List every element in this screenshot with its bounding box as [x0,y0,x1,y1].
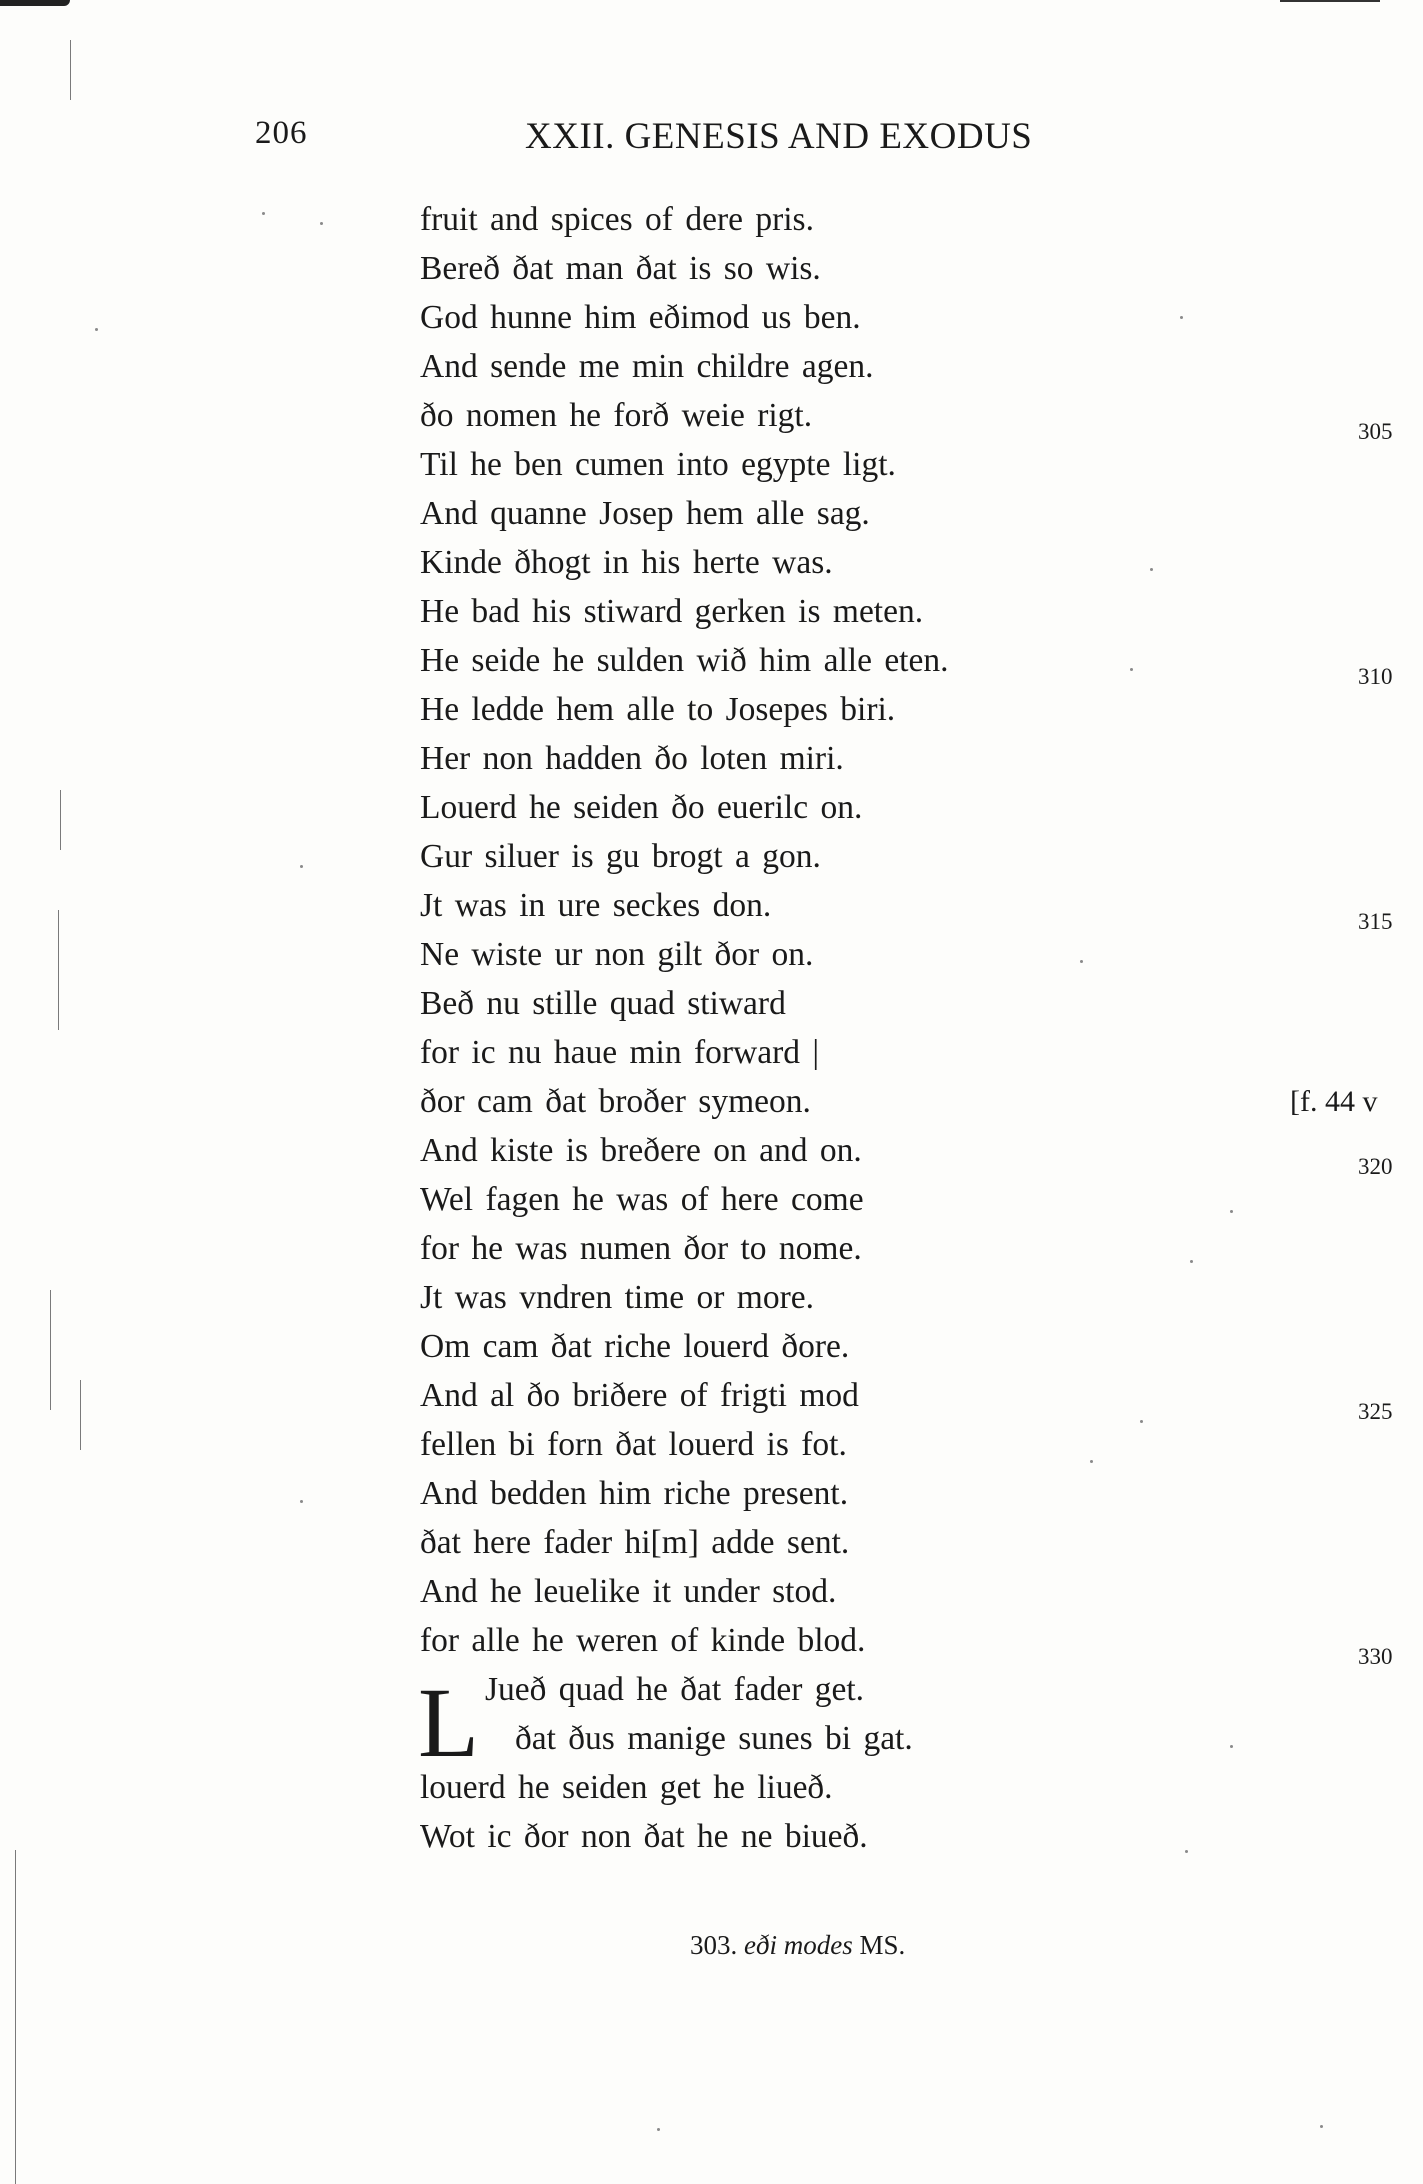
verse-line: Om cam ðat riche louerd ðore. [420,1328,850,1365]
scan-edge-mark [0,0,70,6]
verse-line: fruit and spices of dere pris. [420,201,814,238]
scan-speck [1190,1260,1193,1263]
verse-line: He ledde hem alle to Josepes biri. [420,691,896,728]
verse-line: Beð nu stille quad stiward [420,985,786,1022]
page-number: 206 [255,115,308,151]
verse-line: And quanne Josep hem alle sag. [420,495,870,532]
scan-speck [1090,1460,1093,1463]
verse-line: Wot ic ðor non ðat he ne biueð. [420,1818,868,1855]
verse-line: Jt was vndren time or more. [420,1279,814,1316]
verse-line: for he was numen ðor to nome. [420,1230,862,1267]
line-number: 330 [1358,1644,1393,1669]
footnote [690,1930,905,1961]
verse-line: ðor cam ðat broðer symeon. [420,1083,811,1120]
scan-speck [262,212,265,215]
verse-line: ðo nomen he forð weie rigt. [420,397,813,434]
running-head: XXII. GENESIS AND EXODUS [525,116,1033,157]
scan-speck [1080,960,1083,963]
verse-line: Her non hadden ðo loten miri. [420,740,844,777]
verse-line: And sende me min childre agen. [420,348,874,385]
scan-left-edge [15,1850,16,2184]
scan-speck [657,2128,660,2131]
verse-line: louerd he seiden get he liueð. [420,1769,833,1806]
line-number: 320 [1358,1154,1393,1179]
line-number: 310 [1358,664,1393,689]
scan-speck [300,865,303,868]
verse-line: Wel fagen he was of here come [420,1181,864,1218]
verse-line: Jt was in ure seckes don. [420,887,772,924]
scan-left-edge [70,40,71,100]
scan-left-edge [50,1290,51,1410]
scan-left-edge [80,1380,81,1450]
verse-line: And he leuelike it under stod. [420,1573,837,1610]
verse-line: Bereð ðat man ðat is so wis. [420,250,821,287]
scan-speck [320,222,323,225]
line-number: 305 [1358,419,1393,444]
scan-speck [1140,1420,1143,1423]
verse-line: And kiste is breðere on and on. [420,1132,862,1169]
scan-top-rule [1280,0,1380,2]
verse-line: for alle he weren of kinde blod. [420,1622,866,1659]
verse-line: Jueð quad he ðat fader get. [485,1671,865,1708]
footnote-number: 303. [690,1930,738,1960]
verse-line: Ne wiste ur non gilt ðor on. [420,936,814,973]
scan-left-edge [58,910,59,1030]
scan-left-edge [60,790,61,850]
line-number: 315 [1358,909,1393,934]
drop-initial: L [418,1667,480,1778]
scan-speck [1185,1850,1188,1853]
verse-line: Til he ben cumen into egypte ligt. [420,446,896,483]
scan-speck [1130,668,1133,671]
verse-line: God hunne him eðimod us ben. [420,299,861,336]
folio-marker: [f. 44 v [1290,1085,1378,1118]
scan-speck [95,328,98,331]
verse-line: And al ðo briðere of frigti mod [420,1377,859,1414]
line-number: 325 [1358,1399,1393,1424]
verse-line: And bedden him riche present. [420,1475,849,1512]
verse-line: He bad his stiward gerken is meten. [420,593,924,630]
footnote-siglum: MS. [859,1930,906,1960]
scan-speck [1230,1745,1233,1748]
verse-line: fellen bi forn ðat louerd is fot. [420,1426,847,1463]
verse-line: He seide he sulden wið him alle eten. [420,642,949,679]
scan-speck [1320,2125,1323,2128]
scan-speck [1150,568,1153,571]
scan-speck [1230,1210,1233,1213]
verse-line: Louerd he seiden ðo euerilc on. [420,789,863,826]
footnote-reading: eði modes [744,1930,853,1960]
verse-line: for ic nu haue min forward | [420,1034,820,1071]
verse-line: Kinde ðhogt in his herte was. [420,544,833,581]
scan-speck [300,1500,303,1503]
scan-speck [1180,316,1183,319]
verse-line: ðat here fader hi[m] adde sent. [420,1524,850,1561]
verse-line: ðat ðus manige sunes bi gat. [515,1720,913,1757]
verse-line: Gur siluer is gu brogt a gon. [420,838,821,875]
